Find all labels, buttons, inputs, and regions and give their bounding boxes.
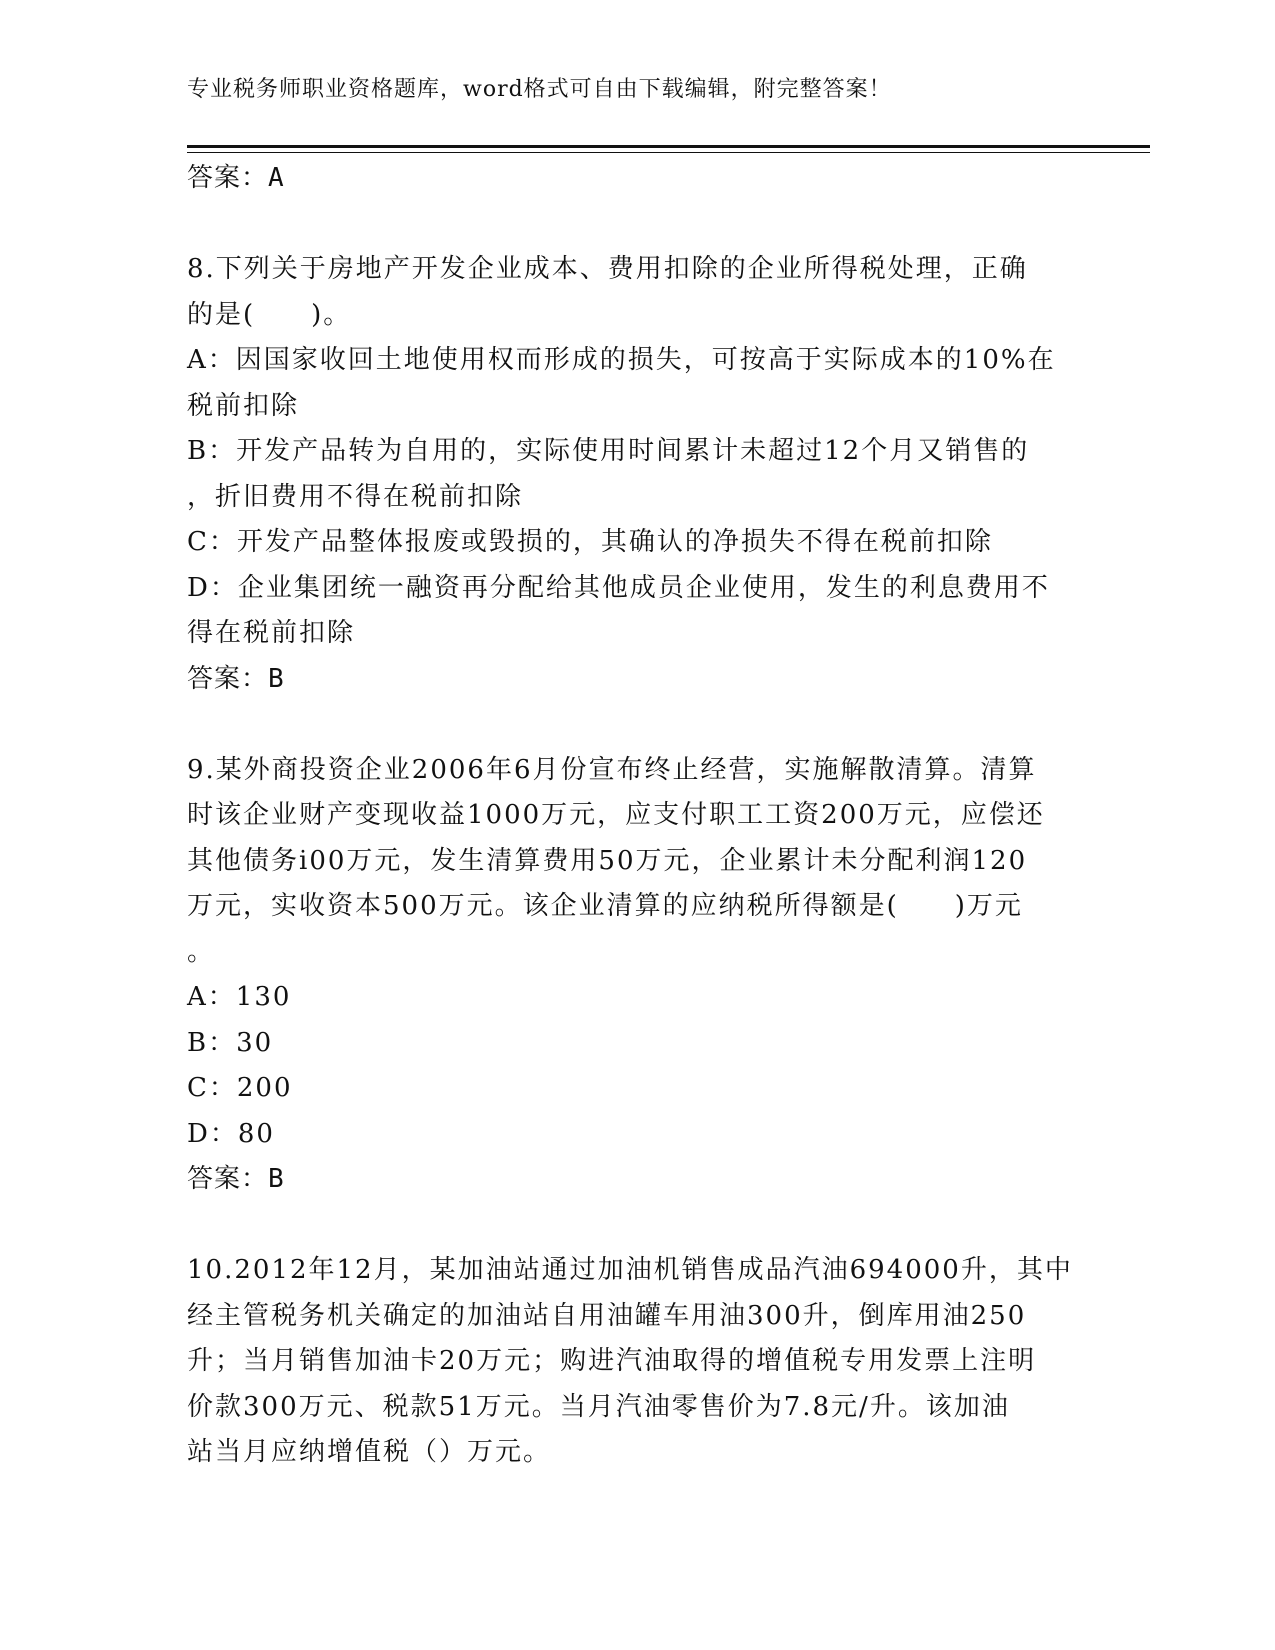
header-rule-thin (187, 152, 1150, 153)
option-b-cont: ，折旧费用不得在税前扣除 (187, 481, 524, 512)
spacer (187, 702, 1087, 748)
option-c: C：200 (187, 1073, 293, 1103)
question-text: 时该企业财产变现收益1000万元，应支付职工工资200万元，应偿还 (187, 800, 1045, 830)
option-b: B：开发产品转为自用的，实际使用时间累计未超过12个月又销售的 (187, 436, 1030, 466)
question-text: 站当月应纳增值税（）万元。 (187, 1437, 552, 1467)
option-c: C：开发产品整体报废或毁损的，其确认的净损失不得在税前扣除 (187, 527, 993, 557)
header-rule-thick (187, 145, 1150, 148)
option-d: D：企业集团统一融资再分配给其他成员企业使用，发生的利息费用不 (187, 572, 1050, 603)
question-text: 10.2012年12月，某加油站通过加油机销售成品汽油694000升，其中 (187, 1255, 1073, 1285)
spacer (187, 1203, 1087, 1249)
option-a-cont: 税前扣除 (187, 390, 300, 421)
answer-line: 答案：A (187, 163, 285, 193)
question-text: 8.下列关于房地产开发企业成本、费用扣除的企业所得税处理，正确 (187, 254, 1028, 284)
option-a: A：因国家收回土地使用权而形成的损失，可按高于实际成本的10%在 (187, 345, 1056, 375)
question-text: 经主管税务机关确定的加油站自用油罐车用油300升，倒库用油250 (187, 1300, 1027, 1331)
question-9 (187, 748, 1087, 1203)
question-8 (187, 247, 1087, 702)
option-d: D：80 (187, 1118, 275, 1149)
question-text: 价款300万元、税款51万元。当月汽油零售价为7.8元/升。该加油 (187, 1391, 1010, 1422)
spacer (187, 202, 1087, 248)
answer-line: 答案：B (187, 1164, 285, 1194)
page-header: 专业税务师职业资格题库，word格式可自由下载编辑，附完整答案！ (187, 77, 892, 102)
option-d-cont: 得在税前扣除 (187, 618, 356, 648)
answer-line: 答案：B (187, 663, 285, 694)
document-body (187, 156, 1087, 1476)
question-text: 其他债务i00万元，发生清算费用50万元，企业累计未分配利润120 (187, 845, 1028, 876)
option-b: B：30 (187, 1027, 274, 1058)
question-text: 万元，实收资本500万元。该企业清算的应纳税所得额是( )万元 (187, 891, 1023, 921)
question-text: 。 (187, 936, 216, 967)
question-10 (187, 1248, 1087, 1476)
question-text: 的是( )。 (187, 299, 352, 330)
option-a: A：130 (187, 982, 292, 1012)
question-text: 9.某外商投资企业2006年6月份宣布终止经营，实施解散清算。清算 (187, 754, 1037, 785)
question-text: 升；当月销售加油卡20万元；购进汽油取得的增值税专用发票上注明 (187, 1346, 1037, 1376)
